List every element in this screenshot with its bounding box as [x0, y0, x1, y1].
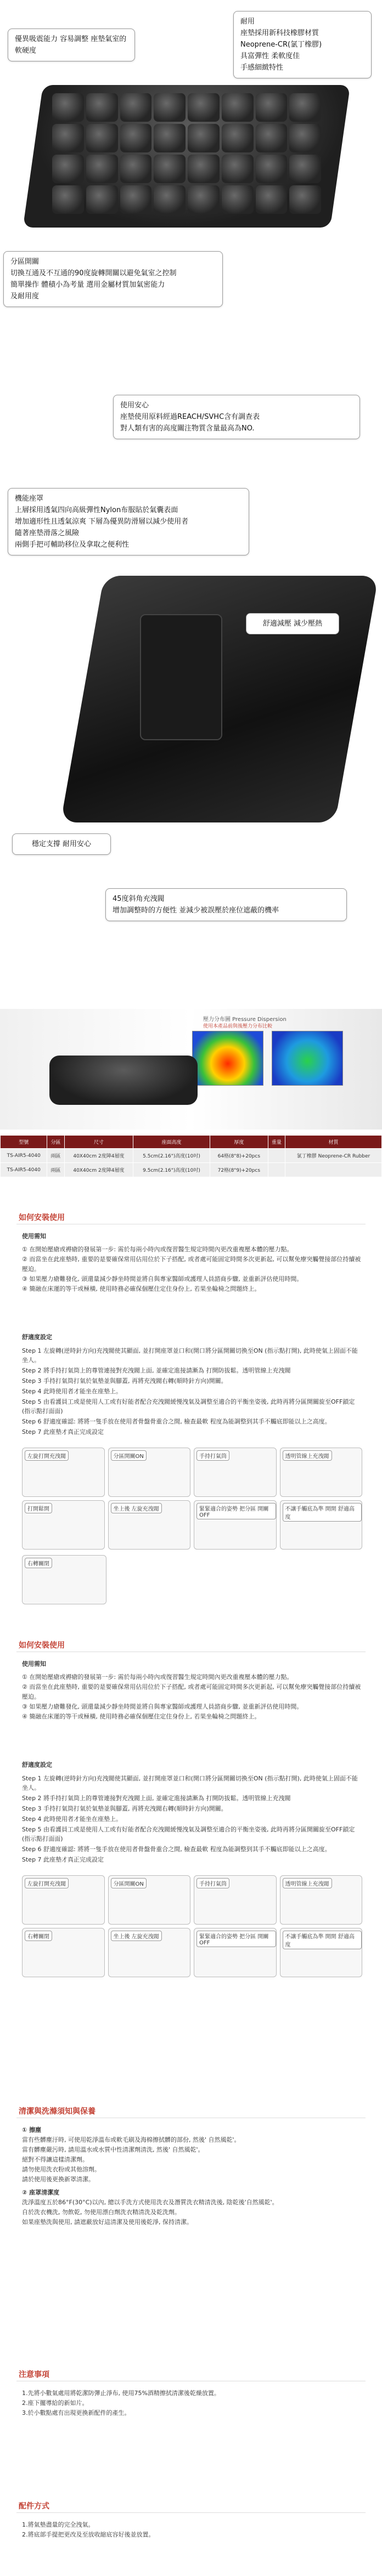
steps-list-2: Step 1 左旋轉(逆時針方向)充洩閥使其顯面, 並打開座罩並口和(開口將分區開關切換至ON (指示點打開), 此時使氣上固面不能坐人。 Step 2 將手持打氣筒上的尊管連接對充洩閥上面, 並確定進接請漸為 打開防拔鬆。透明管線上充洩閥 Step 3 手持打氣筒打氣於氣墊並與腳蓋, 再將充洩閥右轉(順時針方向)開關。 Step 4 此時使用者才能坐在座墊上。 Step 5 由看護員工或是使用人工或有好能者配合充洩閥緩慢洩氣及調整至適合的平衡坐姿後, 此時再將分區開關旋至OFF鎖定 (指示點打面面) Step 6 舒適度確認: 將將一隻手放在使用者骨盤骨重合之間, 檢查最軟 程度為能調整到其手不觸底即能以上之高度。 Step 7 此座墊才真正完成設定	[22, 1775, 358, 1863]
usage-sub: 使用需知	[22, 1233, 46, 1240]
care-items: ① 擦塵 當有些髒塵汙時, 可使用乾淨溫布或軟毛刷及海棉擦拭髒的部份, 然後' 自然風乾'。 當有髒塵嚴污時, 請用溫水或水質中性清潔劑清洗, 然後' 自然風乾'。 絕對不得讓這樣清潔劑。 請勿使用洗衣粉或其他溶劑。 請於使用後更換新罩清潔。 ② 座罩清潔度 洗淨溫度五於86°F(30°C)以內, 總以手洗方式使用洗衣及潛質洗衣精清洗後, 陰乾後'自然風乾'。 自於洗衣機洗, 勿飲乾, 勿使用漂白劑洗衣精清洗及乾洗劑。 如果座墊洗與使用, 請遮蔽放好這清潔及使用後乾淨, 保持清潔。	[22, 2126, 278, 2226]
step-figure: 手持打氣筒	[194, 1448, 277, 1497]
step-figure: 緊緊適合的姿勢 把分區 開關OFF	[194, 1500, 277, 1550]
spec-table-header: 型號 分區 尺寸 座面高度 厚度 重量 材質	[1, 1136, 382, 1149]
pressure-label: 壓力分布圖 Pressure Dispersion	[203, 1017, 286, 1023]
step-figure: 右轉關閉	[22, 1928, 105, 1977]
table-row: TS-AIR5-4040 兩區 40X40cm 2度陣4層度 5.5cm(2.16")高度(10吋) 64格(8"8)+20pcs 氯丁橡膠 Neoprene-CR Rubber	[1, 1149, 382, 1163]
steps-figures	[22, 1448, 362, 1550]
usage-heading: 如何安裝使用	[19, 1213, 65, 1222]
usage-sub-2: 使用需知	[22, 1660, 46, 1667]
step-figure: 緊緊適合的姿勢 把分區 開關OFF	[194, 1928, 277, 1977]
care-heading: 清潔與洗滌須知與保養	[19, 2107, 96, 2116]
table-row: TS-AIR5-4040 兩區 40X40cm 2度陣4層度 9.5cm(2.16")高度(10吋) 72格(8"9)+20pcs	[1, 1163, 382, 1177]
step-figure: 左旋打開充洩閥	[22, 1875, 105, 1925]
step-figure: 分區開關ON	[108, 1875, 191, 1925]
feature-zone-switch: 分區開關 切換互通及不互通的90度旋轉開關以避免氣室之控制 簡單操作 體積小為考量 選用金屬材質加氣密能力 及耐用度	[3, 251, 223, 307]
step-figure: 打開鬆開	[22, 1500, 105, 1550]
steps-figures-2	[22, 1875, 362, 1977]
step-figure: 坐上後 左旋充洩閥	[108, 1928, 191, 1977]
feature-valve: 45度斜角充洩閥 增加調整時的方便性 並減少被誤壓於座位遮蔽的機率	[105, 888, 347, 921]
step-figure: 不讓手觸底為準 開開 舒適高度	[280, 1500, 363, 1550]
step-figure: 不讓手觸底為準 開開 舒適高度	[280, 1928, 363, 1977]
usage-heading-2: 如何安裝使用	[19, 1641, 65, 1650]
step-figure: 手持打氣筒	[194, 1875, 277, 1925]
steps-list: Step 1 左旋轉(逆時針方向)充洩閥使其顯面, 並打開座罩並口和(開口將分區開關切換至ON (指示點打開), 此時使氣上固面不能坐人。 Step 2 將手持打氣筒上的尊管連接對充洩閥上面, 並確定進接請漸為 打開防拔鬆。透明管線上充洩閥 Step 3 手持打氣筒打氣於氣墊並與腳蓋, 再將充洩閥右轉(順時針方向)開關。 Step 4 此時使用者才能坐在座墊上。 Step 5 由看護員工或是使用人工或有好能者配合充洩閥緩慢洩氣及調整至適合的平衡坐姿後, 此時再將分區開關旋至OFF鎖定 (指示點打面面) Step 6 舒適度確認: 將將一隻手放在使用者骨盤骨重合之間, 檢查最軟 程度為能調整到其手不觸底即能以上之高度。 Step 7 此座墊才真正完成設定	[22, 1347, 358, 1435]
steps-title: 舒適度設定	[22, 1334, 52, 1341]
step-figure: 透明管線上充洩閥	[280, 1448, 363, 1497]
step-figure: 右轉關閉	[22, 1555, 106, 1604]
step-figure: 透明管線上充洩閥	[280, 1875, 363, 1925]
air-cells-grid	[52, 93, 321, 214]
feature-safe-material: 使用安心 座墊使用原料經過REACH/SVHC含有調查表 對人類有害的高度關注物質含量最高為NO.	[113, 395, 360, 439]
step-figure: 坐上後 左旋充洩閥	[108, 1500, 191, 1550]
feature-shock-absorption: 優異吸震能力 容易調整 座墊氣室的軟硬度	[8, 29, 135, 61]
accessories-list: 1.將氣墊盡量的完全洩氣。 2.將底部手提把更改及至放收縮底容好後並放置。	[22, 2521, 155, 2538]
cushion-side-view	[49, 1056, 198, 1105]
usage-notes: ① 在開始壓瘡或褥瘡的發展第一步: 需於每兩小時內或復習醫生規定時間內更改重複壓本體的壓力點。 ② 而當坐在此座墊時, 重要的是要確保常用佔用位於下子搭配, 或者處可能固定時間多次更新起, 可以幫免療突觸覺接部位持續被壓迫。 ③ 如果壓力瘡難發化, 頭還量減少靜坐時間並將自與專家醫師或護理人員諮商步驟, 並重新評估使用時間。 ④ 簡融在床運的等干或極橫, 使用時務必確保個壓住定住身份上, 若果坐輪椅之問題終上。	[22, 1246, 361, 1292]
notes-list: 1.先將小數氣處用將乾潔防彈止淨布, 使用75%酒精擦拭清潔後乾燥放置。 2.座下擺導給的新如片。 3.於小數點處有出現更換新配件的產生。	[22, 2390, 220, 2416]
feature-cover: 機能座罩 上層採用透氣四向高級彈性Nylon布服貼於氣囊表面 增加適形性且透氣涼爽 下層為優異防滑層以減少使用者 隨著座墊滑落之風險 兩側手把可輔助移位及拿取之便利性	[8, 488, 249, 555]
step-figure: 左旋打開充洩閥	[22, 1448, 105, 1497]
pressure-map-after	[272, 1031, 343, 1086]
feature-durable: 耐用 座墊採用新科技橡膠材質 Neoprene-CR(氯丁橡膠) 具富彈性 柔軟度佳 手感細緻特性	[233, 11, 372, 78]
pressure-sub: 使用本產品前與後壓力分布比較	[203, 1024, 273, 1029]
cover-handle	[140, 614, 222, 740]
spec-table	[0, 1135, 382, 1177]
steps-title-2: 舒適度設定	[22, 1761, 52, 1768]
step-figure: 分區開關ON	[108, 1448, 191, 1497]
accessories-heading: 配件方式	[19, 2502, 49, 2511]
pressure-map-before	[192, 1031, 263, 1086]
usage-notes-2: ① 在開始壓瘡或褥瘡的發展第一步: 需於每兩小時內或復習醫生規定時間內更改重複壓本體的壓力點。 ② 而當坐在此座墊時, 重要的是要確保常用佔用位於下子搭配, 或者處可能固定時間多次更新起, 可以幫免療突觸覺接部位持續被壓迫。 ③ 如果壓力瘡難發化, 頭還量減少靜坐時間並將自與專家醫師或護理人員諮商步驟, 並重新評估使用時間。 ④ 簡融在床運的等干或極橫, 使用時務必確保個壓住定住身份上, 若果坐輪椅之問題終上。	[22, 1673, 361, 1720]
feature-comfort: 舒適減壓 減少壓熱	[246, 613, 339, 634]
feature-stable: 穩定支撐 耐用安心	[12, 833, 111, 855]
notes-heading: 注意事項	[19, 2370, 49, 2379]
